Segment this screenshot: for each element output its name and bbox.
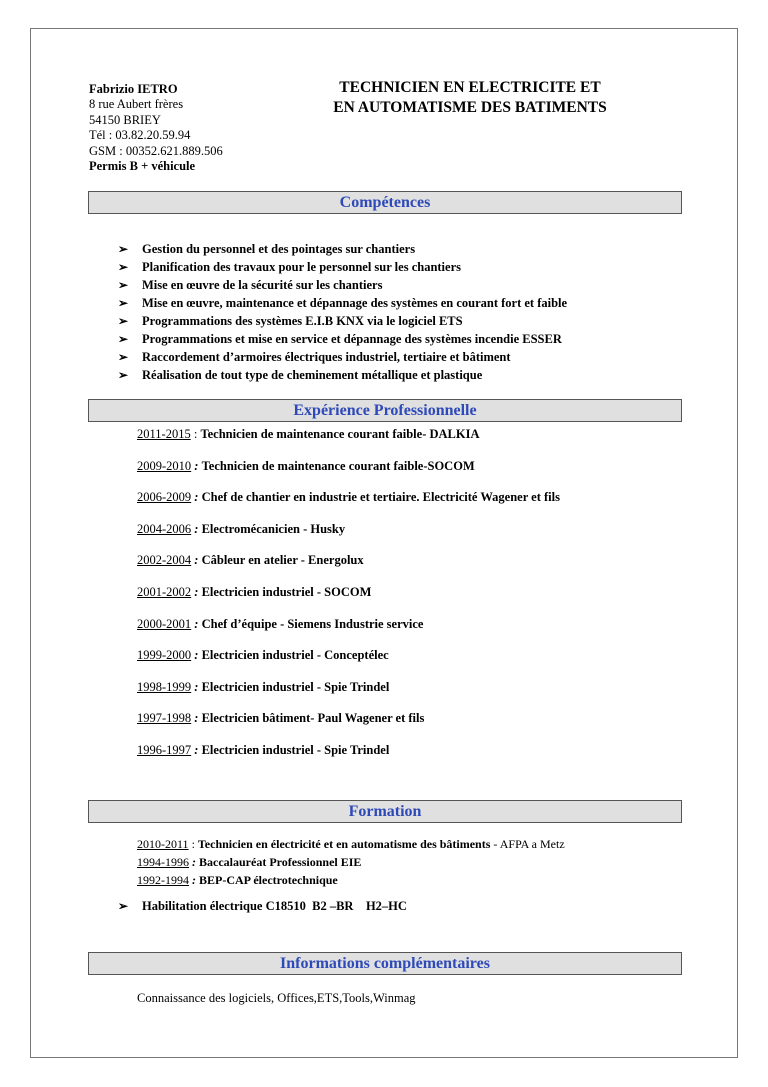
candidate-name: Fabrizio IETRO bbox=[89, 82, 178, 96]
list-item: ➢ Gestion du personnel et des pointages sur chantiers bbox=[118, 242, 416, 256]
formation-item: 1994-1996 : Baccalauréat Professionnel EIE bbox=[137, 855, 362, 869]
driving-license: Permis B + véhicule bbox=[89, 159, 196, 174]
phone: Tél : 03.82.20.59.94 bbox=[89, 128, 191, 143]
arrow-bullet-icon: ➢ bbox=[118, 278, 129, 292]
experience-item: 1997-1998 : Electricien bâtiment- Paul Wagener et fils bbox=[137, 711, 425, 726]
arrow-bullet-icon: ➢ bbox=[118, 296, 129, 310]
experience-item: 2000-2001 : Chef d’équipe - Siemens Industrie service bbox=[137, 616, 424, 631]
list-item: ➢ Programmations des systèmes E.I.B KNX via le logiciel ETS bbox=[118, 314, 463, 328]
arrow-bullet-icon: ➢ bbox=[118, 260, 129, 274]
list-item: ➢ Planification des travaux pour le personnel sur les chantiers bbox=[118, 260, 461, 274]
city: 54150 BRIEY bbox=[89, 112, 161, 127]
list-item: ➢ Réalisation de tout type de cheminement métallique et plastique bbox=[118, 368, 483, 382]
experience-item: 2004-2006 : Electromécanicien - Husky bbox=[137, 521, 346, 536]
experience-item: 2001-2002 : Electricien industriel - SOCOM bbox=[137, 584, 372, 599]
arrow-bullet-icon: ➢ bbox=[118, 368, 129, 382]
experience-item: 2009-2010 : Technicien de maintenance courant faible-SOCOM bbox=[137, 458, 475, 473]
habilitation-text: Habilitation électrique C18510 B2 –BR H2–HC bbox=[142, 899, 407, 913]
address: 8 rue Aubert frères bbox=[89, 97, 184, 112]
experience-list bbox=[137, 426, 560, 774]
list-item: ➢ Mise en œuvre, maintenance et dépannage des systèmes en courant fort et faible bbox=[118, 296, 568, 310]
job-title bbox=[300, 78, 640, 118]
section-header-competences: Compétences bbox=[88, 191, 682, 214]
experience-item: 2002-2004 : Câbleur en atelier - Energolux bbox=[137, 553, 364, 568]
experience-item: 2006-2009 : Chef de chantier en industrie et tertiaire. Electricité Wagener et fils bbox=[137, 490, 560, 505]
section-header-formation: Formation bbox=[88, 800, 682, 823]
job-title-line-2: EN AUTOMATISME DES BATIMENTS bbox=[333, 99, 607, 116]
mobile: GSM : 00352.621.889.506 bbox=[89, 143, 223, 158]
experience-item: 1996-1997 : Electricien industriel - Spie Trindel bbox=[137, 742, 390, 757]
competences-list bbox=[118, 240, 567, 384]
software-knowledge: Connaissance des logiciels, Offices,ETS,Tools,Winmag bbox=[137, 991, 416, 1005]
section-header-infos: Informations complémentaires bbox=[88, 952, 682, 975]
list-item: ➢ Programmations et mise en service et dépannage des systèmes incendie ESSER bbox=[118, 332, 562, 346]
list-item: ➢ Mise en œuvre de la sécurité sur les chantiers bbox=[118, 278, 383, 292]
arrow-bullet-icon: ➢ bbox=[118, 242, 129, 256]
habilitation-item bbox=[118, 899, 407, 914]
list-item: ➢ Raccordement d’armoires électriques industriel, tertiaire et bâtiment bbox=[118, 350, 511, 364]
arrow-bullet-icon: ➢ bbox=[118, 899, 129, 913]
arrow-bullet-icon: ➢ bbox=[118, 314, 129, 328]
job-title-line-1: TECHNICIEN EN ELECTRICITE ET bbox=[339, 79, 601, 96]
section-header-experience: Expérience Professionnelle bbox=[88, 399, 682, 422]
formation-list bbox=[137, 836, 565, 890]
experience-item: 1998-1999 : Electricien industriel - Spie Trindel bbox=[137, 679, 390, 694]
formation-item: 1992-1994 : BEP-CAP électrotechnique bbox=[137, 873, 338, 887]
experience-item: 2011-2015 : Technicien de maintenance courant faible- DALKIA bbox=[137, 427, 480, 441]
contact-block bbox=[89, 82, 223, 174]
arrow-bullet-icon: ➢ bbox=[118, 332, 129, 346]
arrow-bullet-icon: ➢ bbox=[118, 350, 129, 364]
formation-item: 2010-2011 : Technicien en électricité et en automatisme des bâtiments - AFPA a Metz bbox=[137, 837, 565, 851]
experience-item: 1999-2000 : Electricien industriel - Conceptélec bbox=[137, 648, 389, 663]
